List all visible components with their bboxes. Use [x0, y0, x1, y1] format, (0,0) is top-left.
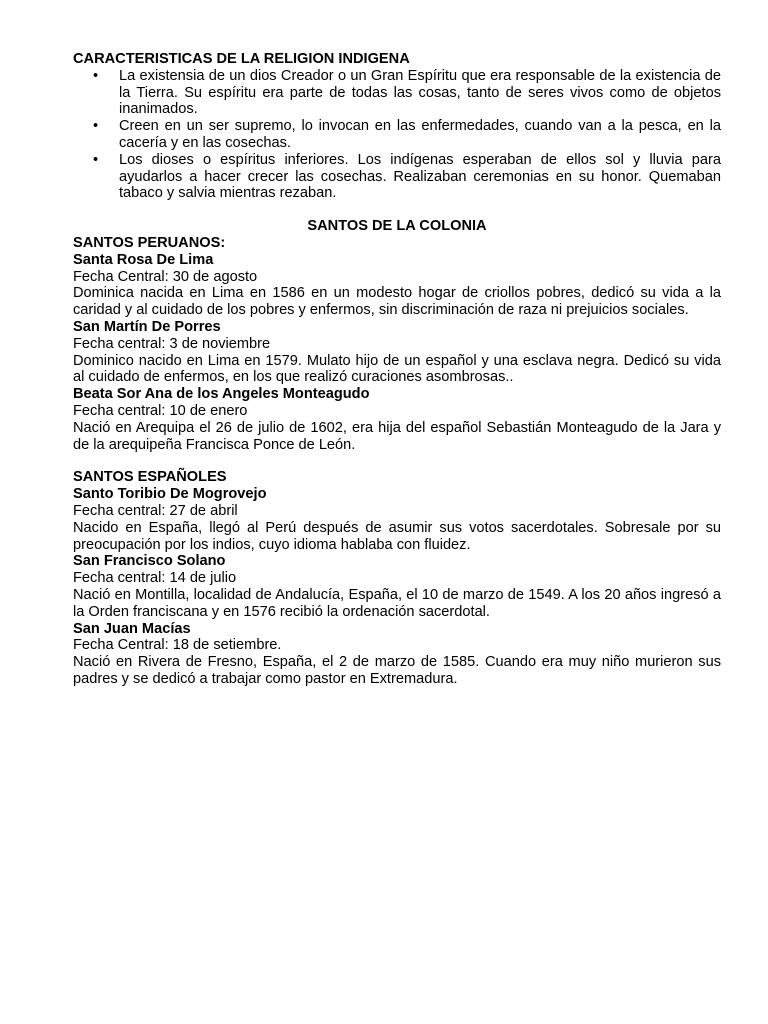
section-title: SANTOS DE LA COLONIA — [307, 218, 487, 235]
saint-entry — [73, 319, 721, 386]
saint-description: Dominico nacido en Lima en 1579. Mulato hijo de un español y una esclava negra. Dedicó su vida al cuidado de enfermos, en los que realizó curaciones asombrosas.. — [73, 352, 721, 386]
bullet-icon: • — [93, 67, 99, 84]
religion-bullet-list — [73, 68, 721, 202]
saint-entry — [73, 386, 721, 453]
saint-name: San Juan Macías — [73, 620, 191, 637]
saint-entry — [73, 252, 721, 319]
saint-description: Nació en Arequipa el 26 de julio de 1602, era hija del español Sebastián Monteagudo de la Jara y de la arequipeña Francisca Ponce de León. — [73, 419, 721, 453]
religion-heading: CARACTERISTICAS DE LA RELIGION INDIGENA — [73, 51, 410, 67]
saint-feast-date: Fecha central: 3 de noviembre — [73, 335, 271, 352]
saint-feast-date: Fecha central: 27 de abril — [73, 502, 238, 519]
spacer — [73, 453, 721, 469]
bullet-icon: • — [93, 151, 99, 168]
bullet-text: Creen en un ser supremo, lo invocan en las enfermedades, cuando van a la pesca, en la cacería y en las cosechas. — [119, 118, 721, 151]
spanish-saints-heading: SANTOS ESPAÑOLES — [73, 469, 227, 486]
saint-name: Santo Toribio De Mogrovejo — [73, 486, 267, 503]
bullet-text: Los dioses o espíritus inferiores. Los indígenas esperaban de ellos sol y lluvia para ayudarlos a hacer crecer las cosechas. Realizaban ceremonias en su honor. Quemaban tabaco y salvia mientras rezaban. — [119, 151, 721, 202]
saint-description: Dominica nacida en Lima en 1586 en un modesto hogar de criollos pobres, dedicó su vida a la caridad y al cuidado de los pobres y enfermos, sin discriminación de raza ni prejuicios sociales. — [73, 285, 721, 319]
bullet-item — [73, 118, 721, 152]
peruvian-saints-heading: SANTOS PERUANOS: — [73, 234, 226, 251]
bullet-item — [73, 68, 721, 118]
saint-description: Nacido en España, llegó al Perú después de asumir sus votos sacerdotales. Sobresale por su preocupación por los indios, cuyo idioma hablaba con fluidez. — [73, 519, 721, 553]
saint-entry — [73, 486, 721, 553]
saint-name: Santa Rosa De Lima — [73, 251, 214, 268]
saint-feast-date: Fecha Central: 18 de setiembre. — [73, 637, 282, 654]
saint-description: Nació en Montilla, localidad de Andalucía, España, el 10 de marzo de 1549. A los 20 años ingresó a la Orden franciscana y en 1576 recibió la ordenación sacerdotal. — [73, 586, 721, 620]
document-content — [73, 51, 721, 688]
saint-feast-date: Fecha central: 14 de julio — [73, 570, 237, 587]
bullet-text: La existensia de un dios Creador o un Gran Espíritu que era responsable de la existencia de la Tierra. Su espíritu era parte de todas las cosas, tanto de seres vivos como de objetos inanimados. — [119, 67, 721, 118]
saint-feast-date: Fecha central: 10 de enero — [73, 402, 248, 419]
bullet-icon: • — [93, 118, 99, 135]
saint-entry — [73, 621, 721, 688]
saint-name: Beata Sor Ana de los Angeles Monteagudo — [73, 386, 370, 403]
saint-entry — [73, 553, 721, 620]
saint-description: Nació en Rivera de Fresno, España, el 2 de marzo de 1585. Cuando era muy niño murieron sus padres y se dedicó a trabajar como pastor en Extremadura. — [73, 654, 721, 687]
saint-feast-date: Fecha Central: 30 de agosto — [73, 268, 258, 285]
spacer — [73, 202, 721, 218]
bullet-item — [73, 152, 721, 202]
saint-name: San Martín De Porres — [73, 318, 221, 335]
saint-name: San Francisco Solano — [73, 553, 226, 570]
